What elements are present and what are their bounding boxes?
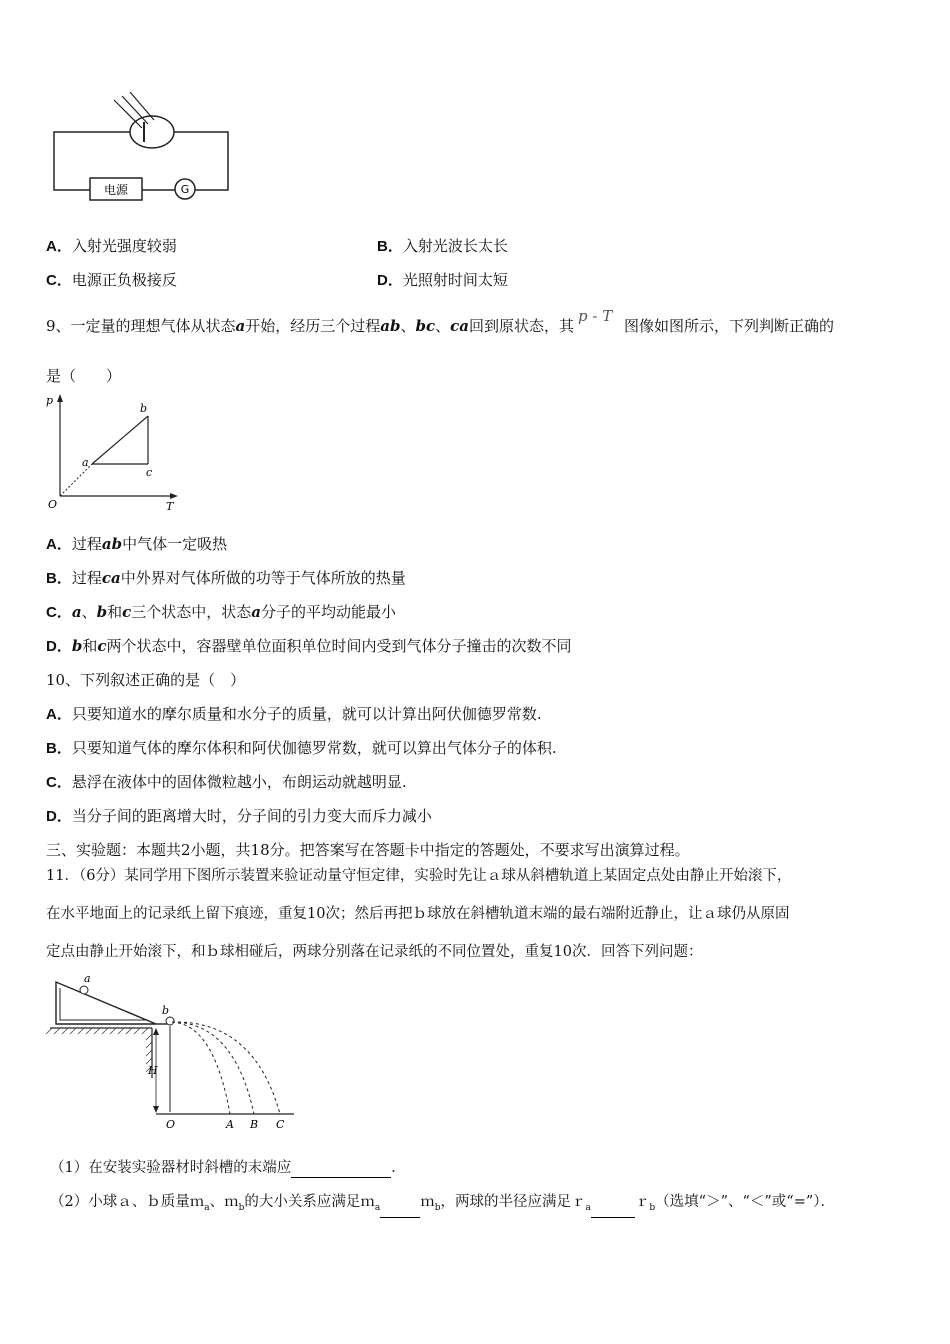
q10-option-b: B．只要知道气体的摩尔体积和阿伏伽德罗常数，就可以算出气体分子的体积.	[46, 739, 557, 757]
q9-stem-line2: 是（ ）	[46, 367, 122, 385]
light-ray	[114, 100, 142, 128]
pt-graph-svg	[40, 392, 190, 516]
ground-hatch	[46, 1028, 152, 1072]
trajectory-b	[172, 1022, 254, 1114]
height-arrow-top	[153, 1028, 159, 1035]
q9-option-a: A．过程ab中气体一定吸热	[46, 535, 228, 553]
galvanometer-label: G	[180, 183, 190, 196]
q10-option-c: C．悬浮在液体中的固体微粒越小，布朗运动就越明显.	[46, 773, 407, 791]
photocell-circuit-figure	[40, 92, 240, 212]
photocell-tube	[130, 116, 174, 148]
q8-option-a: A．入射光强度较弱	[46, 237, 177, 255]
q9-stem: 9、一定量的理想气体从状态a开始，经历三个过程ab、bc、ca回到原状态，其p - T图像如图所示，下列判断正确的	[46, 307, 835, 335]
light-ray	[130, 92, 154, 120]
trajectory-a	[172, 1022, 230, 1114]
process-ab	[92, 416, 148, 464]
point-a-mark-label: A	[226, 1118, 234, 1131]
ball-a	[80, 986, 88, 994]
section-heading: 三、实验题：本题共2小题，共18分。把答案写在答题卡中指定的答题处，不要求写出演算过程。	[46, 841, 690, 859]
q11-stem-line2: 在水平地面上的记录纸上留下痕迹，重复10次；然后再把ｂ球放在斜槽轨道末端的最右端附近静止，让ａ球仍从原固	[46, 906, 790, 922]
power-source-label: 电源	[103, 183, 129, 197]
answer-blank-2[interactable]	[380, 1201, 420, 1218]
t-axis-arrow	[170, 493, 178, 499]
pt-graph-figure	[40, 392, 190, 516]
height-arrow-bottom	[153, 1106, 159, 1113]
height-label: H	[148, 1064, 158, 1077]
ball-b-label: b	[162, 1004, 170, 1017]
t-axis-label: T	[166, 500, 174, 513]
q8-option-b: B．入射光波长太长	[377, 237, 508, 255]
point-c-label: c	[146, 466, 153, 479]
q10-option-d: D．当分子间的距离增大时，分子间的引力变大而斥力减小	[46, 807, 432, 825]
q11-sub2: （2）小球ａ、ｂ质量ｍ$_a$、ｍ$_b$的大小关系应满足ｍ$_a$ ｍ$_b$，两球的半径应满足ｒ$_a$ ｒ$_b$（选填“＞”、“＜”或“=”）．	[50, 1192, 835, 1218]
pt-symbol: p - T	[578, 307, 613, 325]
photocell-circuit-svg	[40, 92, 240, 212]
q9-option-c: C．a、b和c三个状态中，状态a分子的平均动能最小	[46, 603, 397, 621]
collision-apparatus-svg	[44, 970, 304, 1135]
q9-option-d: D．b和c两个状态中，容器壁单位面积单位时间内受到气体分子撞击的次数不同	[46, 637, 572, 655]
origin-o-label: O	[166, 1118, 176, 1131]
origin-label: O	[48, 498, 58, 511]
answer-blank-1[interactable]	[291, 1161, 391, 1178]
point-c-mark-label: C	[276, 1118, 285, 1131]
trajectory-c	[172, 1022, 280, 1114]
p-axis-arrow	[57, 394, 63, 402]
q8-option-d: D．光照射时间太短	[377, 271, 508, 289]
point-b-label: b	[140, 402, 148, 415]
q10-option-a: A．只要知道水的摩尔质量和水分子的质量，就可以计算出阿伏伽德罗常数.	[46, 705, 542, 723]
p-axis-label: p	[46, 394, 54, 407]
q11-sub1: （1）在安装实验器材时斜槽的末端应 ．	[50, 1160, 406, 1176]
collision-apparatus-figure	[44, 970, 304, 1135]
point-b-mark-label: B	[250, 1118, 259, 1131]
q11-stem-line3: 定点由静止开始滚下，和ｂ球相碰后，两球分别落在记录纸的不同位置处，重复10次．回答下列问题：	[46, 944, 703, 960]
q11-stem-line1: 11．（6分）某同学用下图所示装置来验证动量守恒定律，实验时先让ａ球从斜槽轨道上某固定点处由静止开始滚下，	[46, 868, 792, 884]
light-ray	[122, 96, 148, 124]
q9-option-b: B．过程ca中外界对气体所做的功等于气体所放的热量	[46, 569, 406, 587]
q8-option-c: C．电源正负极接反	[46, 271, 177, 289]
point-a-label: a	[82, 456, 89, 469]
q10-stem: 10、下列叙述正确的是（ ）	[46, 671, 246, 689]
ball-b	[166, 1017, 174, 1025]
answer-blank-3[interactable]	[591, 1201, 635, 1218]
ramp-outer	[56, 982, 156, 1024]
ball-a-label: a	[84, 972, 91, 985]
